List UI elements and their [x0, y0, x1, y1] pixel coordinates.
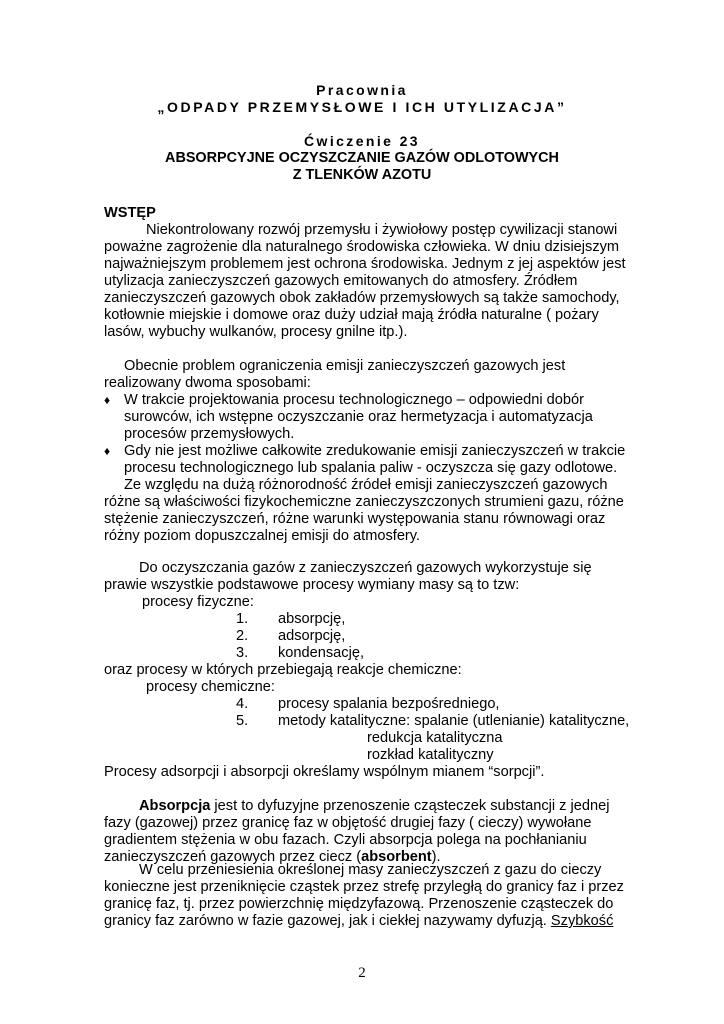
paragraph-text: jest to dyfuzyjne przenoszenie cząsteczek substancji z jednej	[210, 798, 610, 814]
list-number: 2.	[236, 628, 249, 644]
paragraph-line: realizowany dwoma sposobami:	[104, 375, 311, 391]
lab-label: Pracownia	[316, 82, 408, 98]
bullet-line: procesów przemysłowych.	[124, 426, 295, 442]
paragraph-text: granicy faz zarówno w fazie gazowej, jak i ciekłej nazywamy dyfuzją.	[104, 913, 551, 929]
bullet-line: surowców, ich wstępne oczyszczanie oraz hermetyzacja i automatyzacja	[124, 409, 593, 425]
list-item: procesy spalania bezpośredniego,	[278, 696, 500, 712]
term-absorpcja: Absorpcja	[139, 798, 211, 814]
list-item: kondensację,	[278, 645, 365, 661]
paragraph-line: konieczne jest przeniknięcie cząstek przez strefę przyległą do granicy faz i przez	[104, 879, 624, 895]
list-number: 4.	[236, 696, 249, 712]
paragraph-line: W celu przeniesienia określonej masy zanieczyszczeń z gazu do cieczy	[139, 862, 602, 878]
page-number: 2	[358, 965, 366, 981]
diamond-bullet-icon: ♦	[104, 444, 111, 458]
paragraph-line: różne są właściwości fizykochemiczne zanieczyszczonych strumieni gazu, różne	[104, 494, 624, 510]
paragraph-text: zanieczyszczeń gazowych przez ciecz (	[104, 849, 362, 865]
paragraph-line: granicę faz, tj. przez powierzchnię międzyfazową. Przenoszenie cząsteczek do	[104, 896, 614, 912]
paragraph-line: oraz procesy w których przebiegają reakcje chemiczne:	[104, 662, 462, 678]
paragraph-line: utylizacja zanieczyszczeń gazowych emitowanych do atmosfery. Źródłem	[104, 273, 578, 289]
exercise-number: Ćwiczenie 23	[304, 133, 420, 149]
exercise-title-line-2: Z TLENKÓW AZOTU	[292, 167, 432, 183]
paragraph-line: gradientem stężenia w obu fazach. Czyli absorpcja polega na pochłanianiu	[104, 832, 587, 848]
underlined-term-szybkosc: Szybkość	[550, 913, 614, 929]
paragraph-line	[104, 913, 613, 930]
section-heading-wstep: WSTĘP	[104, 205, 156, 221]
paragraph-line: najważniejszym problemem jest ochrona środowiska. Jednym z jej aspektów jest	[104, 256, 626, 272]
paragraph-line: Obecnie problem ograniczenia emisji zanieczyszczeń gazowych jest	[124, 358, 566, 374]
paragraph-line: Procesy adsorpcji i absorpcji określamy wspólnym mianem “sorpcji”.	[104, 764, 545, 780]
paragraph-line: kotłownie miejskie i domowe oraz duży udział mają źródła naturalne ( pożary	[104, 307, 599, 323]
paragraph-line: zanieczyszczeń gazowych obok zakładów przemysłowych są także samochody,	[104, 290, 620, 306]
paragraph-line: prawie wszystkie podstawowe procesy wymiany masy są to tzw:	[104, 577, 520, 593]
list-number: 3.	[236, 645, 249, 661]
paragraph-line: fazy (gazowej) przez granicę faz w objętość drugiej fazy ( cieczy) wywołane	[104, 815, 592, 831]
exercise-title-line-1: ABSORPCYJNE OCZYSZCZANIE GAZÓW ODLOTOWYCH	[165, 150, 559, 166]
paragraph-line: Niekontrolowany rozwój przemysłu i żywiołowy postęp cywilizacji stanowi	[146, 222, 618, 238]
physical-processes-label: procesy fizyczne:	[142, 594, 254, 610]
list-number: 5.	[236, 713, 249, 729]
list-subitem: redukcja katalityczna	[367, 730, 503, 746]
paragraph-line: Ze względu na dużą różnorodność źródeł emisji zanieczyszczeń gazowych	[124, 477, 608, 493]
diamond-bullet-icon: ♦	[104, 393, 111, 407]
bullet-line: W trakcie projektowania procesu technologicznego – odpowiedni dobór	[124, 392, 584, 408]
bullet-line: Gdy nie jest możliwe całkowite zredukowanie emisji zanieczyszczeń w trakcie	[124, 443, 626, 459]
lab-title: „ODPADY PRZEMYSŁOWE I ICH UTYLIZACJA”	[157, 99, 567, 115]
chemical-processes-label: procesy chemiczne:	[146, 679, 275, 695]
paragraph-line: poważne zagrożenie dla naturalnego środowiska człowieka. W dniu dzisiejszym	[104, 239, 620, 255]
list-subitem: rozkład katalityczny	[367, 747, 494, 763]
list-item: metody katalityczne: spalanie (utlenianie) katalityczne,	[278, 713, 630, 729]
list-number: 1.	[236, 611, 249, 627]
paragraph-text: ).	[431, 849, 441, 865]
list-item: absorpcję,	[278, 611, 346, 627]
paragraph-line: Do oczyszczania gazów z zanieczyszczeń gazowych wykorzystuje się	[139, 560, 592, 576]
term-absorbent: absorbent	[361, 849, 432, 865]
paragraph-line: stężenie zanieczyszczeń, różne warunki występowania stanu równowagi oraz	[104, 511, 606, 527]
list-item: adsorpcję,	[278, 628, 346, 644]
paragraph-line	[139, 798, 609, 815]
paragraph-line: lasów, wybuchy wulkanów, procesy gnilne itp.).	[104, 324, 408, 340]
bullet-line: procesu technologicznego lub spalania paliw - oczyszcza się gazy odlotowe.	[124, 460, 618, 476]
paragraph-line: różny poziom dopuszczalnej emisji do atmosfery.	[104, 528, 421, 544]
